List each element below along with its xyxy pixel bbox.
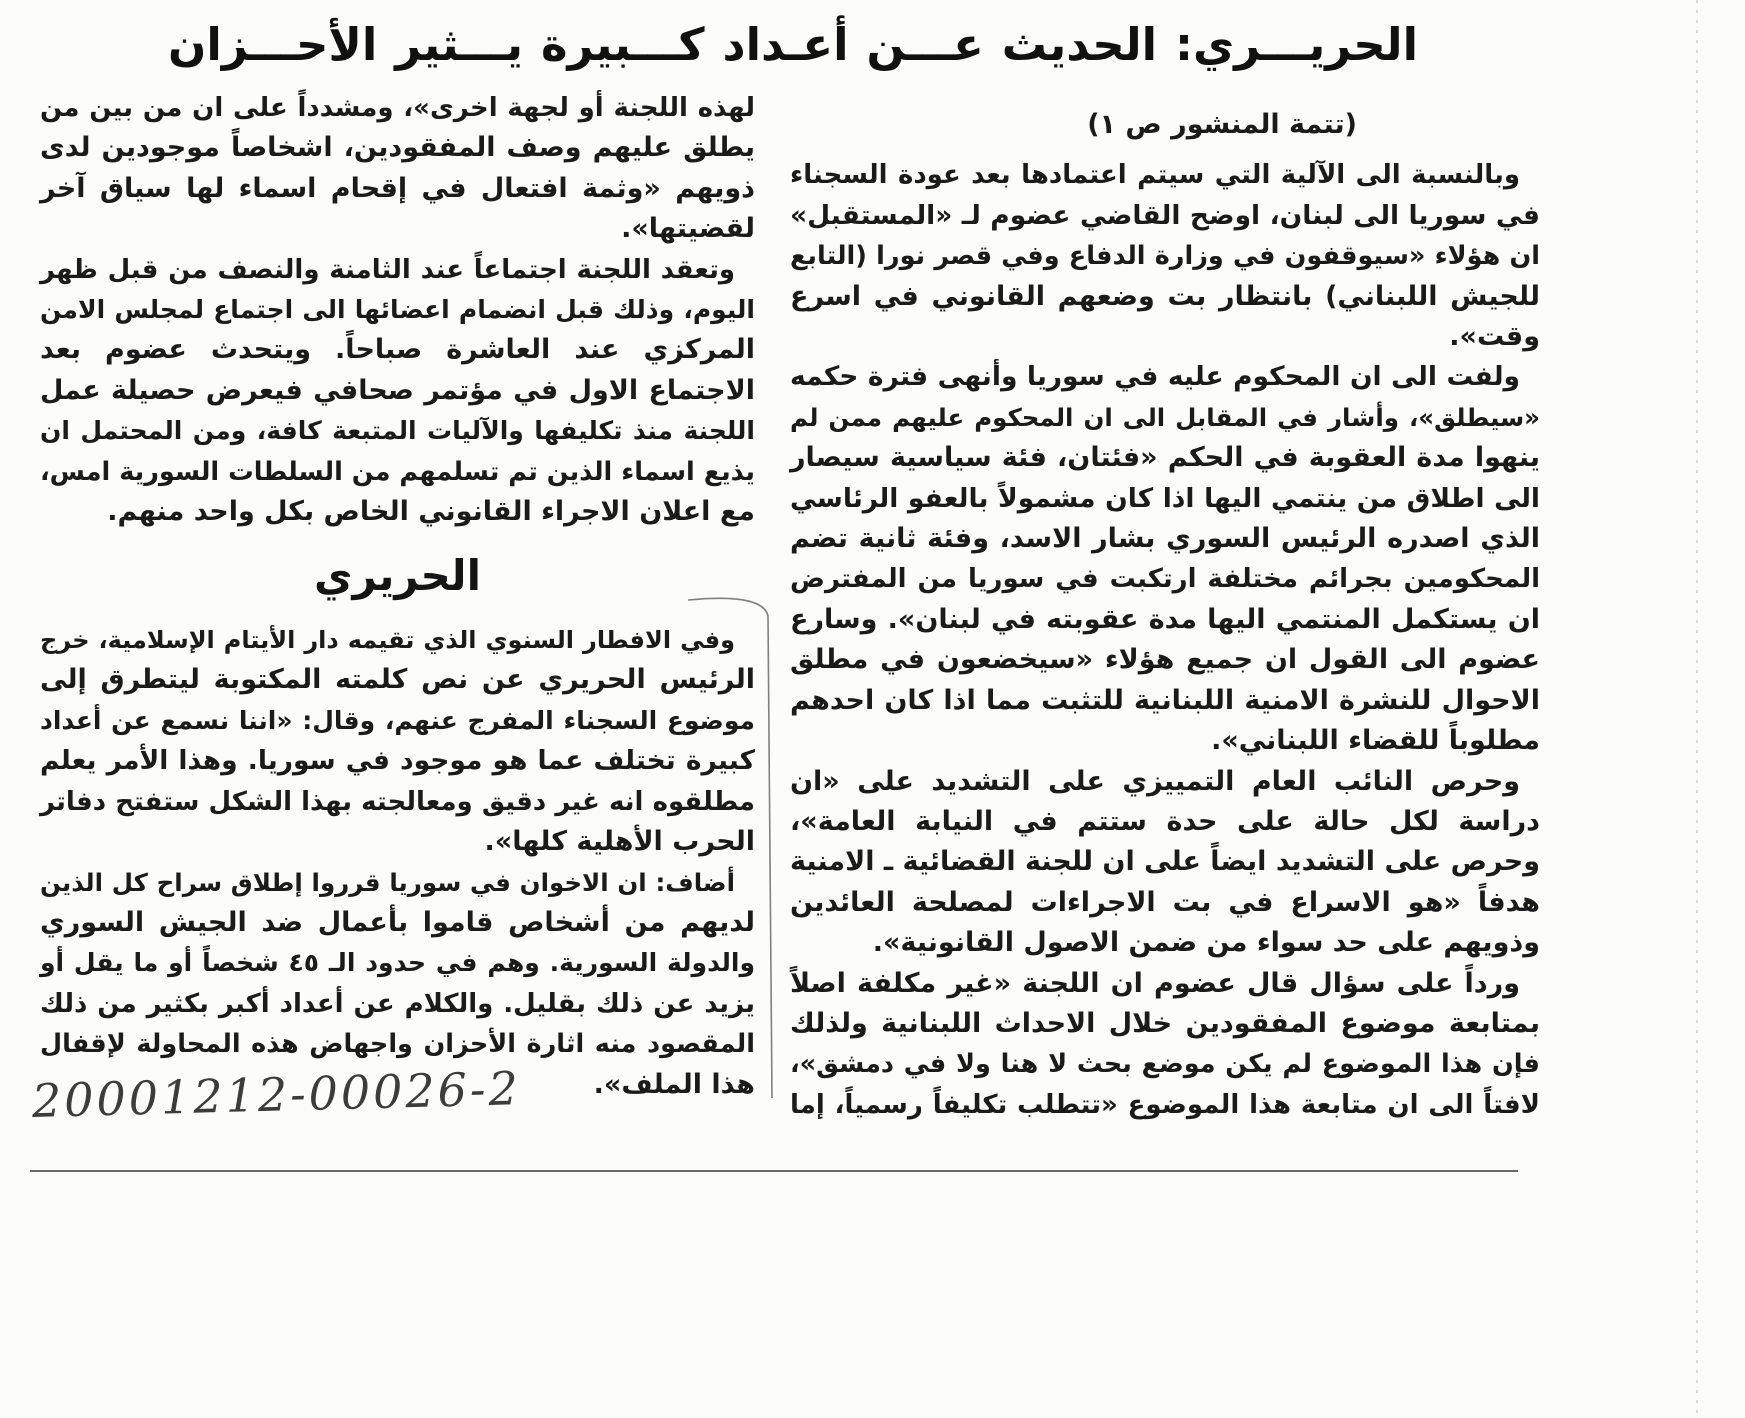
text-line: لهذه اللجنة أو لجهة اخرى»، ومشدداً على ان من بين من	[40, 93, 755, 123]
article-headline: الحريـــري: الحديث عـــن أعـداد كـــبيرة يـــثير الأحـــزان	[168, 18, 1418, 71]
text-line: بمتابعة موضوع المفقودين خلال الاحداث اللبنانية ولذلك	[790, 1007, 1540, 1039]
text-line: المحكومين بجرائم مختلفة ارتكبت في سوريا من المفترض	[790, 564, 1540, 595]
text-line: يذيع اسماء الذين تم تسلمهم من السلطات السورية امس،	[40, 456, 755, 487]
text-line: الذي اصدره الرئيس السوري بشار الاسد، وفئة ثانية تضم	[790, 523, 1540, 555]
text-line: ان يستكمل المنتمي اليها مدة عقوبته في لبنان». وسارع	[790, 603, 1540, 635]
bottom-divider	[30, 1170, 1518, 1172]
text-line: اللجنة منذ تكليفها والآليات المتبعة كافة، ومن المحتمل ان	[40, 416, 755, 446]
text-line: مطلقوه انه غير دقيق ومعالجته بهذا الشكل ستفتح دفاتر	[40, 786, 755, 817]
text-line: يطلق عليهم وصف المفقودين، اشخاصاً موجودين لدى	[40, 132, 755, 164]
text-line: ينهوا مدة العقوبة في الحكم «فئتان، فئة سياسية سيصار	[790, 442, 1540, 474]
text-line: وذويهم على حد سواء من ضمن الاصول القانونية».	[872, 927, 1540, 959]
text-line: هدفاً «هو الاسراع في بت الاجراءات لمصلحة العائدين	[790, 886, 1540, 918]
text-line: الى اطلاق من ينتمي اليها اذا كان مشمولاً بالعفو الرئاسي	[790, 482, 1540, 514]
text-line: للجيش اللبناني) بانتظار بت وضعهم القانوني في اسرع	[790, 280, 1540, 312]
text-line: ان هؤلاء «سيوقفون في وزارة الدفاع وفي قصر نورا (التابع	[790, 241, 1540, 272]
text-line: الحرب الأهلية كلها».	[484, 826, 755, 858]
text-line: لديهم من أشخاص قاموا بأعمال ضد الجيش السوري	[40, 906, 755, 938]
paragraph	[40, 88, 755, 250]
section-subheading: الحريري	[314, 551, 481, 601]
text-line: لقضيتها».	[621, 213, 755, 245]
text-line: المقصود منه اثارة الأحزان واجهاض هذه المحاولة لإقفال	[40, 1029, 755, 1060]
text-line: الرئيس الحريري عن نص كلمته المكتوبة ليتطرق إلى	[40, 664, 755, 696]
paragraph	[40, 620, 755, 862]
text-line: والدولة السورية. وهم في حدود الـ ٤٥ شخصاً أو ما يقل أو	[40, 948, 756, 978]
handwritten-reference-number: 20001212-00026-2	[31, 1061, 522, 1128]
text-line: موضوع السجناء المفرج عنهم، وقال: «اننا نسمع عن أعداد	[40, 705, 755, 735]
text-line: «سيطلق»، وأشار في المقابل الى ان المحكوم عليهم ممن لم	[790, 402, 1540, 432]
text-line: الاحوال للنشرة الامنية اللبنانية للتثبت مما اذا كان احدهم	[790, 684, 1540, 716]
text-line: المركزي عند العاشرة صباحاً. ويتحدث عضوم بعد	[40, 334, 755, 366]
text-line: ولفت الى ان المحكوم عليه في سوريا وأنهى فترة حكمه	[790, 361, 1520, 393]
paragraph	[790, 155, 1540, 357]
text-line: عضوم الى القول ان جميع هؤلاء «سيخضعون في مطلق	[790, 644, 1540, 676]
text-line: اليوم، وذلك قبل انضمام اعضائها الى اجتماع لمجلس الامن	[40, 295, 755, 325]
text-line: لافتاً الى ان متابعة هذا الموضوع «تتطلب تكليفاً رسمياً، إما	[790, 1089, 1540, 1120]
text-line: مع اعلان الاجراء القانوني الخاص بكل واحد منهم.	[107, 496, 755, 528]
paragraph	[790, 964, 1540, 1126]
text-line: وقت».	[1449, 321, 1540, 353]
text-line: كبيرة تختلف عما هو موجود في سوريا. وهذا الأمر يعلم	[40, 745, 755, 777]
text-line: في سوريا الى لبنان، اوضح القاضي عضوم لـ «المستقبل»	[790, 199, 1540, 231]
continuation-note: (تتمة المنشور ص ١)	[1087, 109, 1357, 140]
text-line: الاجتماع الاول في مؤتمر صحافي فيعرض حصيلة عمل	[40, 374, 755, 406]
paragraph	[790, 762, 1540, 964]
paragraph	[790, 357, 1540, 761]
text-line: ورداً على سؤال قال عضوم ان اللجنة «غير مكلفة اصلاً	[790, 967, 1520, 999]
text-line: أضاف: ان الاخوان في سوريا قرروا إطلاق سراح كل الذين	[40, 867, 735, 897]
text-line: ذويهم «وثمة افتعال في إقحام اسماء لها سياق آخر	[40, 172, 755, 204]
text-line: مطلوباً للقضاء اللبناني».	[1211, 725, 1540, 757]
text-line: وتعقد اللجنة اجتماعاً عند الثامنة والنصف من قبل ظهر	[40, 254, 735, 285]
article-column-right	[790, 105, 1540, 1125]
text-line: وبالنسبة الى الآلية التي سيتم اعتمادها بعد عودة السجناء	[790, 160, 1520, 191]
text-line: فإن هذا الموضوع لم يكن موضع بحث لا هنا ولا في دمشق»،	[790, 1049, 1540, 1080]
text-line: وفي الافطار السنوي الذي تقيمه دار الأيتام الإسلامية، خرج	[40, 626, 735, 655]
text-line: وحرص النائب العام التمييزي على التشديد على «ان	[790, 765, 1520, 797]
article-column-left	[40, 88, 755, 1105]
text-line: دراسة لكل حالة على حدة ستتم في النيابة العامة»،	[790, 805, 1540, 837]
text-line: يزيد عن ذلك بقليل. والكلام عن أعداد أكبر بكثير من ذلك	[40, 988, 755, 1019]
paragraph	[40, 250, 755, 533]
text-line: هذا الملف».	[593, 1068, 755, 1100]
text-line: وحرص على التشديد ايضاً على ان للجنة القضائية ـ الامنية	[789, 846, 1540, 878]
